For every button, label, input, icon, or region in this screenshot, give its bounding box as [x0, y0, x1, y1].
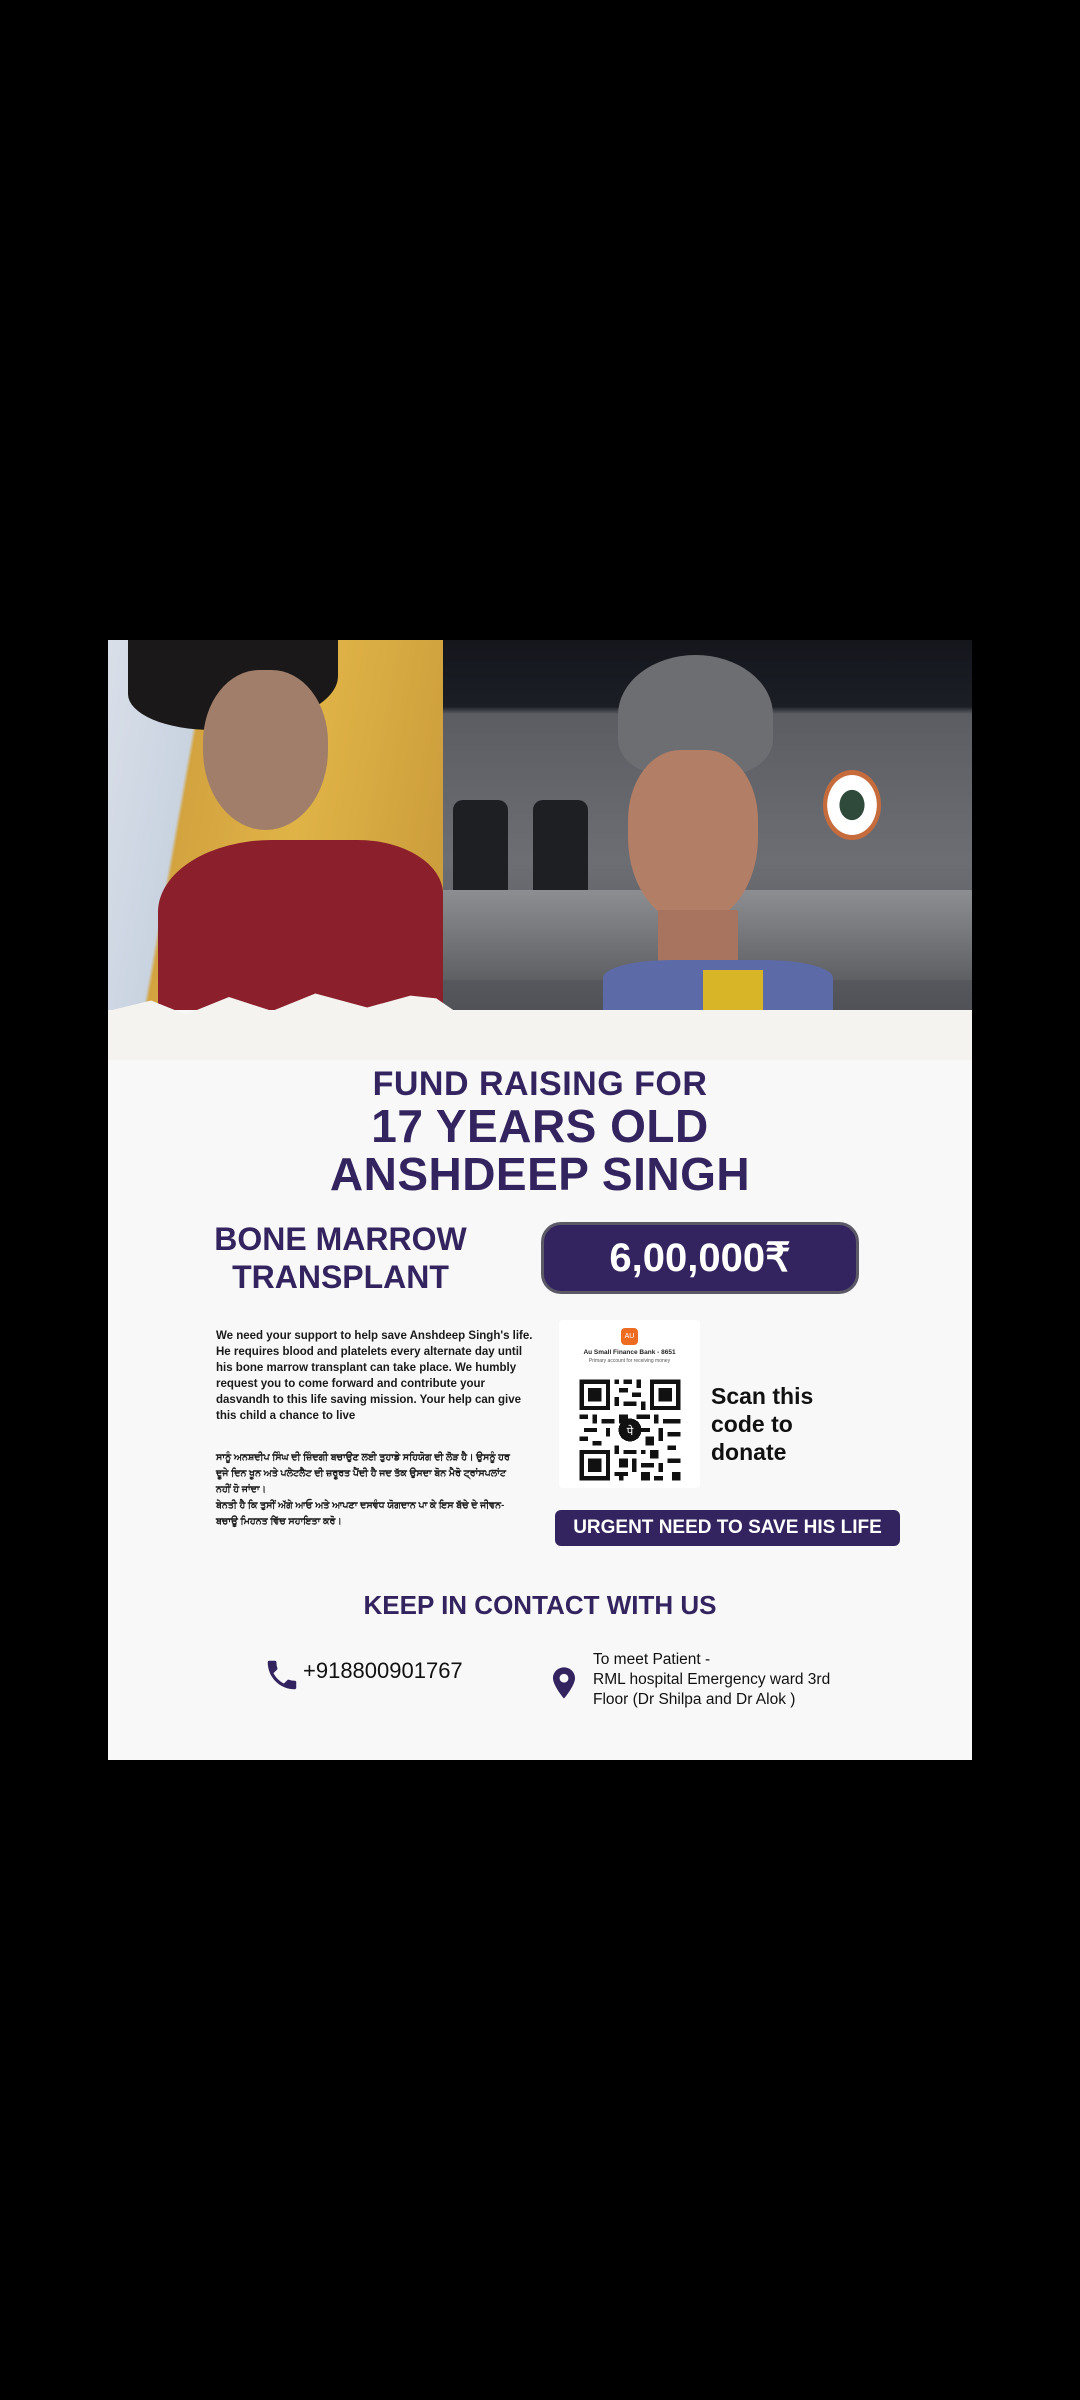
phone-number[interactable]: +918800901767	[303, 1658, 463, 1683]
headline-intro: FUND RAISING FOR	[372, 1065, 708, 1103]
headline-name: ANSHDEEP SINGH	[329, 1148, 751, 1200]
bank-logo-icon: AU	[621, 1328, 638, 1345]
svg-text:पे: पे	[626, 1423, 634, 1438]
phone-icon	[263, 1656, 301, 1694]
bank-name: Au Small Finance Bank - 8651	[583, 1349, 676, 1356]
location-text: To meet Patient - RML hospital Emergency ward 3rd Floor (Dr Shilpa and Dr Alok )	[593, 1651, 831, 1708]
goal-amount-badge: 6,00,000₹	[541, 1222, 859, 1294]
location-pin-icon	[553, 1667, 575, 1699]
headline-patient	[108, 1102, 972, 1198]
qr-code-icon[interactable]	[575, 1375, 685, 1485]
cause-label: BONE MARROW TRANSPLANT	[214, 1221, 467, 1295]
appeal-punjabi: ਸਾਨੂੰ ਅਨਸ਼ਦੀਪ ਸਿੰਘ ਦੀ ਜ਼ਿੰਦਗੀ ਬਚਾਉਣ ਲਈ ਤੁਹਾਡੇ ਸਹਿਯੋਗ ਦੀ ਲੋੜ ਹੈ। ਉਸਨੂੰ ਹਰ ਦੂਜੇ ਦਿਨ ਖੂਨ ਅਤੇ ਪਲੇਟਲੈਟ ਦੀ ਜ਼ਰੂਰਤ ਪੈਂਦੀ ਹੈ ਜਦ ਤੱਕ ਉਸਦਾ ਬੋਨ ਮੈਰੋ ਟ੍ਰਾਂਸਪਲਾਂਟ ਨਹੀਂ ਹੋ ਜਾਂਦਾ। ਬੇਨਤੀ ਹੈ ਕਿ ਤੁਸੀਂ ਅੱਗੇ ਆਓ ਅਤੇ ਆਪਣਾ ਦਸਵੰਧ ਯੋਗਦਾਨ ਪਾ ਕੇ ਇਸ ਬੱਚੇ ਦੇ ਜੀਵਨ-ਬਚਾਊ ਮਿਹਨਤ ਵਿੱਚ ਸਹਾਇਤਾ ਕਰੋ।	[216, 1452, 510, 1527]
fundraiser-poster	[108, 640, 972, 1760]
contact-heading: KEEP IN CONTACT WITH US	[363, 1590, 717, 1620]
payment-qr-card[interactable]	[559, 1320, 700, 1488]
patient-photo-hospital	[108, 640, 443, 1010]
scan-to-donate-text: Scan this code to donate	[711, 1383, 814, 1465]
urgent-banner: URGENT NEED TO SAVE HIS LIFE	[555, 1510, 900, 1546]
bank-subtitle: Primary account for receiving money	[588, 1358, 671, 1364]
headline-age: 17 YEARS OLD	[371, 1100, 709, 1152]
location-contact	[553, 1650, 830, 1710]
patient-photo-healthy	[443, 640, 972, 1010]
appeal-english: We need your support to help save Anshdeep Singh's life. He requires blood and platelets every alternate day until his bone marrow transplant can take place. We humbly request you to come forward and contribute your dasvandh to this life saving mission. Your help can give this child a chance to live	[216, 1330, 533, 1422]
phone-contact[interactable]	[263, 1656, 463, 1694]
